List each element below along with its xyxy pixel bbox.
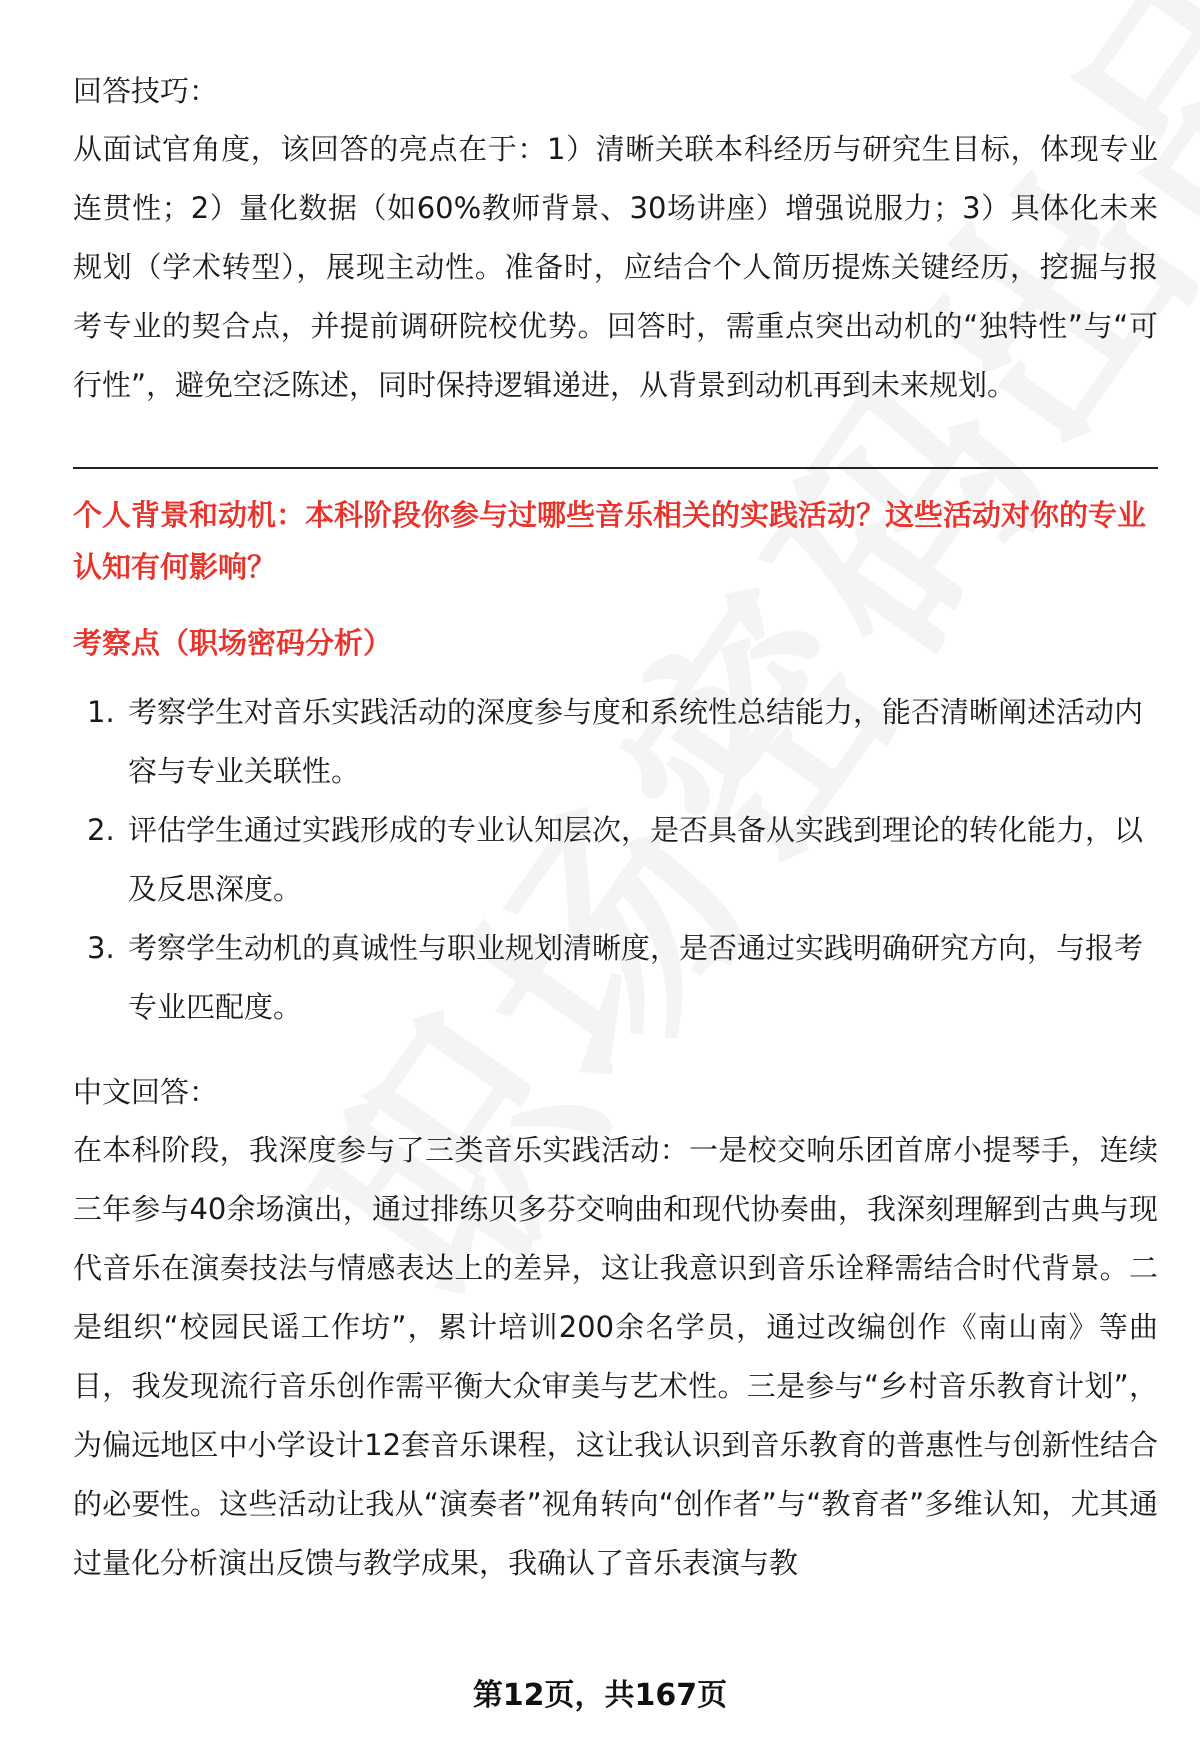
focus-point-text: 考察学生对音乐实践活动的深度参与度和系统性总结能力，能否清晰阐述活动内容与专业关联性。 bbox=[128, 695, 1144, 788]
focus-points-list bbox=[73, 683, 1158, 1037]
answer-label: 中文回答： bbox=[73, 1075, 219, 1109]
page-number-footer: 第12页，共167页 bbox=[472, 1678, 728, 1713]
focus-point-text: 考察学生动机的真诚性与职业规划清晰度，是否通过实践明确研究方向，与报考专业匹配度。 bbox=[128, 931, 1144, 1024]
page-content bbox=[73, 62, 1158, 1593]
focus-point-3 bbox=[73, 919, 1158, 1037]
focus-point-1 bbox=[73, 683, 1158, 801]
section-divider bbox=[73, 467, 1158, 469]
focus-point-2 bbox=[73, 801, 1158, 919]
focus-point-number: 2. bbox=[87, 813, 115, 847]
focus-point-number: 3. bbox=[87, 931, 115, 965]
tips-text: 从面试官角度，该回答的亮点在于：1）清晰关联本科经历与研究生目标，体现专业连贯性；2）量化数据（如60%教师背景、30场讲座）增强说服力；3）具体化未来规划（学术转型），展现主动性。准备时，应结合个人简历提炼关键经历，挖掘与报考专业的契合点，并提前调研院校优势。回答时，需重点突出动机的“独特性”与“可行性”，避免空泛陈述，同时保持逻辑递进，从背景到动机再到未来规划。 bbox=[73, 132, 1158, 402]
focus-point-text: 评估学生通过实践形成的专业认知层次，是否具备从实践到理论的转化能力，以及反思深度。 bbox=[128, 813, 1144, 906]
question-heading: 个人背景和动机：本科阶段你参与过哪些音乐相关的实践活动？这些活动对你的专业认知有何影响？ bbox=[73, 498, 1147, 584]
focus-title: 考察点（职场密码分析） bbox=[73, 626, 393, 660]
answer-text: 在本科阶段，我深度参与了三类音乐实践活动：一是校交响乐团首席小提琴手，连续三年参与40余场演出，通过排练贝多芬交响曲和现代协奏曲，我深刻理解到古典与现代音乐在演奏技法与情感表达上的差异，这让我意识到音乐诠释需结合时代背景。二是组织“校园民谣工作坊”，累计培训200余名学员，通过改编创作《南山南》等曲目，我发现流行音乐创作需平衡大众审美与艺术性。三是参与“乡村音乐教育计划”，为偏远地区中小学设计12套音乐课程，这让我认识到音乐教育的普惠性与创新性结合的必要性。这些活动让我从“演奏者”视角转向“创作者”与“教育者”多维认知，尤其通过量化分析演出反馈与教学成果，我确认了音乐表演与教 bbox=[73, 1133, 1158, 1580]
tips-label: 回答技巧： bbox=[73, 74, 219, 108]
focus-point-number: 1. bbox=[87, 695, 115, 729]
